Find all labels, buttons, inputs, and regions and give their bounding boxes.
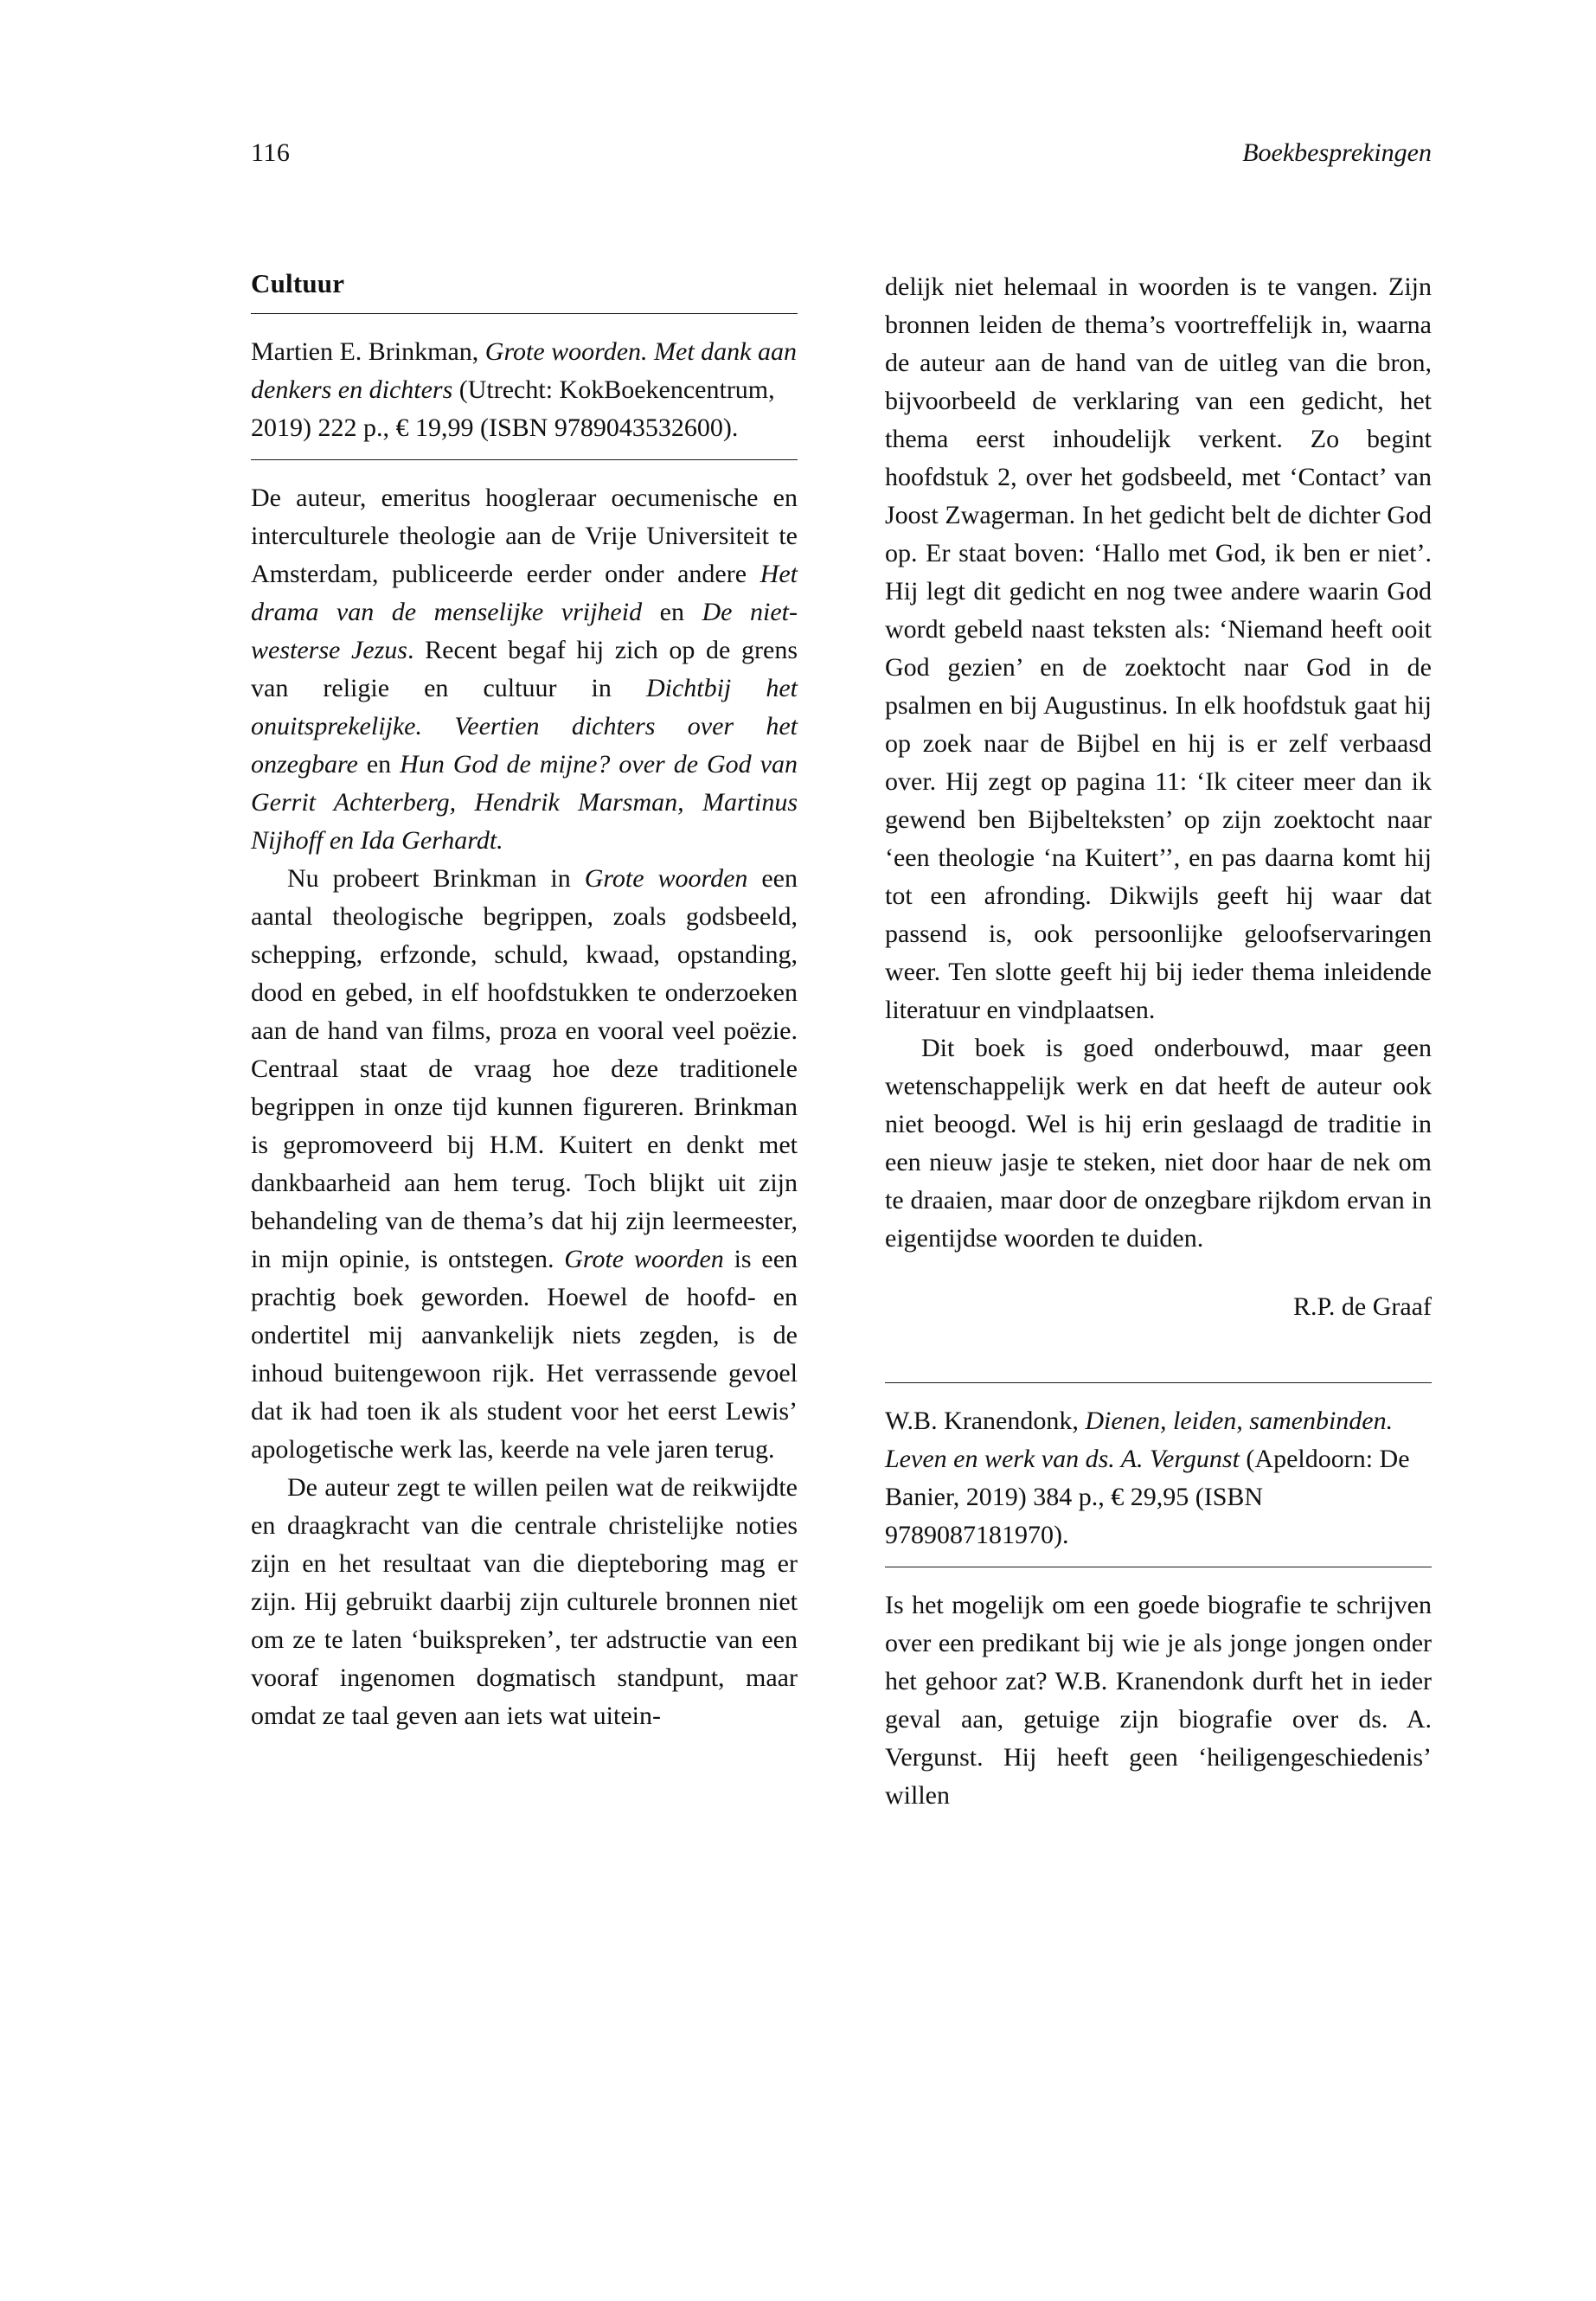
citation-title: Dienen, leiden, samenbinden. Leven en werk van ds. A. Vergunst [885,1407,1394,1473]
book-citation [251,333,798,447]
body-columns [251,268,1432,2128]
text-run-italic: De niet-westerse Jezus [251,598,798,664]
text-run: Nu probeert Brinkman in [287,864,585,893]
running-title: Boekbesprekingen [1242,138,1432,167]
citation-title: Grote woorden. Met dank aan denkers en dichters [251,337,798,404]
page-number: 116 [251,138,291,167]
text-run: delijk niet helemaal in woorden is te vangen. Zijn bronnen leiden de thema’s voortreffelijk in, waarna de auteur aan de hand van de uitleg van die bron, bijvoorbeeld de verklaring van een gedicht, het thema eerst inhoudelijk verkent. Zo begint hoofdstuk 2, over het godsbeeld, met ‘Contact’ van Joost Zwagerman. In het gedicht belt de dichter God op. Er staat boven: ‘Hallo met God, ik ben er niet’. Hij legt dit gedicht en nog twee andere waarin God wordt gebeld naast teksten als: ‘Niemand heeft ooit God gezien’ en de zoektocht naar God in de psalmen en bij Augustinus. In elk hoofdstuk gaat hij op zoek naar de Bijbel en hij is er zelf verbaasd over. Hij zegt op pagina 11: ‘Ik citeer meer dan ik gewend ben Bijbelteksten’ op zijn zoektocht naar ‘een theologie ‘na Kuitert’’, en pas daarna komt hij tot een afronding. Dikwijls geeft hij waar dat passend is, ook persoonlijke geloofservaringen weer. Ten slotte geeft hij bij ieder thema inleidende literatuur en vindplaatsen. [885,272,1432,1024]
divider-rule-top-2 [885,1382,1432,1383]
text-run: Is het mogelijk om een goede biografie te schrijven over een predikant bij wie je als jonge jongen onder het gehoor zat? W.B. Kranendonk durft het in ieder geval aan, getuige zijn biografie over ds. A. Vergunst. Hij heeft geen ‘heiligengeschiedenis’ willen [885,1591,1432,1810]
text-run: en [642,598,702,626]
paragraph [251,479,798,860]
text-run: is een prachtig boek geworden. Hoewel de hoofd- en ondertitel mij aanvankelijk niets zegden, is de inhoud buitengewoon rijk. Het verrassende gevoel dat ik had toen ik als student voor het eerst Lewis’ apologetische werk las, keerde na vele jaren terug. [251,1245,798,1464]
citation-details: (Apeldoorn: De Banier, 2019) 384 p., € 29,95 (ISBN 9789087181970). [885,1445,1410,1549]
text-run-italic: Grote woorden [584,864,748,893]
review-body-left [251,479,798,1735]
text-run: een aantal theologische begrippen, zoals godsbeeld, schepping, erfzonde, schuld, kwaad, opstanding, dood en gebed, in elf hoofdstukken te onderzoeken aan de hand van films, proza en vooral veel poëzie. Centraal staat de vraag hoe deze traditionele begrippen in onze tijd kunnen figureren. Brinkman is gepromoveerd bij H.M. Kuitert en denkt met dankbaarheid aan hem terug. Toch blijkt uit zijn behandeling van de thema’s dat hij zijn leermeester, in mijn opinie, is ontstegen. [251,864,798,1273]
book-citation-2 [885,1402,1432,1554]
text-run: Dit boek is goed onderbouwd, maar geen wetenschappelijk werk en dat heeft de auteur ook niet beoogd. Wel is hij erin geslaagd de traditie in een nieuw jasje te steken, niet door haar de nek om te draaien, maar door de onzegbare rijkdom ervan in eigentijdse woorden te duiden. [885,1034,1432,1253]
divider-rule-top [251,313,798,314]
divider-rule-bottom [251,459,798,460]
section-heading: Cultuur [251,268,345,298]
text-run: De auteur, emeritus hoogleraar oecumenische en interculturele theologie aan de Vrije Universiteit te Amsterdam, publiceerde eerder onder andere [251,484,798,588]
review-body-right [885,268,1432,1258]
text-run-italic: Het drama van de menselijke vrijheid [251,560,798,626]
text-run-italic: Hun God de mijne? over de God van Gerrit Achterberg, Hendrik Marsman, Martinus Nijhoff en Ida Gerhardt. [251,750,798,855]
paragraph [251,1469,798,1735]
text-run-italic: Dichtbij het onuitsprekelijke. Veertien dichters over het onzegbare [251,674,798,779]
text-run-italic: Grote woorden [564,1245,724,1273]
column-left [251,268,798,2128]
text-run: en [357,750,401,779]
text-run: De auteur zegt te willen peilen wat de reikwijdte en draagkracht van die centrale christelijke noties zijn en het resultaat van die diepteboring mag er zijn. Hij gebruikt daarbij zijn culturele bronnen niet om ze te laten ‘buikspreken’, ter adstructie van een vooraf ingenomen dogmatisch standpunt, maar omdat ze taal geven aan iets wat uitein- [251,1473,798,1730]
column-right [885,268,1432,2128]
citation-author: Martien E. Brinkman, [251,337,485,366]
reviewer-signature: R.P. de Graaf [1293,1292,1432,1321]
paragraph [885,1586,1432,1815]
text-run: . Recent begaf hij zich op de grens van religie en cultuur in [251,636,798,702]
paragraph [885,268,1432,1029]
citation-author: W.B. Kranendonk, [885,1407,1086,1435]
running-head [251,138,1432,168]
paragraph [251,860,798,1469]
citation-details: (Utrecht: KokBoekencentrum, 2019) 222 p., € 19,99 (ISBN 9789043532600). [251,375,775,442]
paragraph [885,1029,1432,1258]
